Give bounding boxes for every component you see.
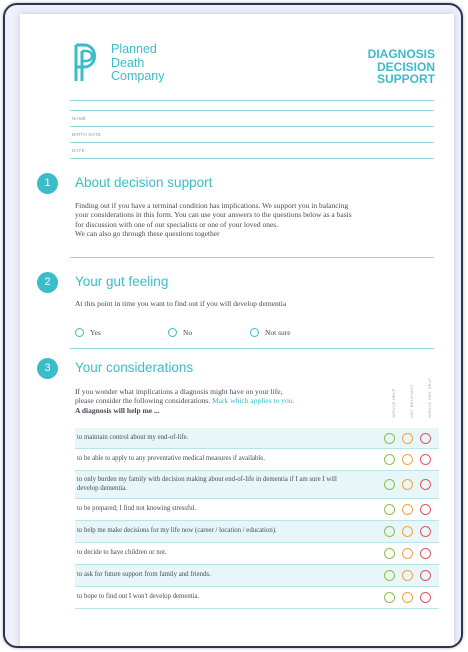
would-not-help-radio[interactable] (420, 592, 431, 603)
section-3-title: Your considerations (75, 360, 194, 375)
document-title-line3: SUPPORT (376, 72, 435, 86)
table-row (75, 565, 439, 587)
would-not-help-radio[interactable] (420, 479, 431, 490)
section-3-intro-line: If you wonder what implications a diagnosis might have on your life, (75, 387, 283, 396)
option-not-sure-label: Not sure (265, 328, 291, 337)
column-header-not-relevant-label: NOT RELEVANT (409, 384, 414, 418)
company-name-line3: Company (111, 69, 165, 83)
would-not-help-radio[interactable] (420, 504, 431, 515)
not-relevant-radio[interactable] (402, 454, 413, 465)
would-help-radio[interactable] (384, 479, 395, 490)
would-not-help-radio[interactable] (420, 526, 431, 537)
document-title (368, 48, 435, 86)
not-relevant-radio[interactable] (402, 570, 413, 581)
option-yes[interactable] (75, 328, 101, 337)
table-row (75, 499, 439, 521)
row-text: to ask for future support from family and friends. (77, 571, 211, 579)
name-field[interactable] (70, 110, 434, 127)
radio-not-sure[interactable] (250, 328, 259, 337)
document-frame (3, 3, 463, 648)
radio-no[interactable] (168, 328, 177, 337)
table-row (75, 428, 439, 449)
company-name (111, 43, 165, 84)
would-not-help-radio[interactable] (420, 548, 431, 559)
not-relevant-radio[interactable] (402, 433, 413, 444)
section-1-body-line: for discussion with one of our specialists or one of your loved ones. (75, 219, 279, 229)
company-name-line2: Death (111, 55, 145, 70)
section-1-body-line: your considerations in this form. You can use your answers to the questions below as a basis (75, 210, 352, 220)
section-1-body (75, 201, 415, 239)
gut-feeling-options (75, 328, 375, 340)
row-text: to maintain control about my end-of-life. (77, 433, 189, 441)
column-header-would-not-help-label: WOULD NOT HELP (427, 377, 432, 418)
not-relevant-radio[interactable] (402, 479, 413, 490)
row-text: to help me make decisions for my life now (career / location / education). (77, 527, 277, 535)
table-row (75, 521, 439, 543)
would-help-radio[interactable] (384, 570, 395, 581)
row-text: to be able to apply to any preventative medical measures if available. (77, 455, 265, 463)
would-not-help-radio[interactable] (420, 433, 431, 444)
column-header-not-relevant (406, 372, 416, 418)
section-3-number: 3 (37, 358, 58, 379)
would-help-radio[interactable] (384, 526, 395, 537)
not-relevant-radio[interactable] (402, 592, 413, 603)
would-not-help-radio[interactable] (420, 454, 431, 465)
option-yes-label: Yes (90, 328, 101, 337)
not-relevant-radio[interactable] (402, 526, 413, 537)
section-1-divider (70, 257, 434, 258)
option-no-label: No (183, 328, 193, 337)
fields-bottom-divider (70, 158, 434, 159)
row-text: to only burden my family with decision making about end-of-life in dementia if I am sure I will develop dementia. (77, 475, 337, 492)
birth-date-field-label: BIRTH DATE (72, 132, 102, 137)
row-text: to decide to have children or not. (77, 549, 167, 557)
would-help-radio[interactable] (384, 548, 395, 559)
would-help-radio[interactable] (384, 504, 395, 515)
document-title-line1: DIAGNOSIS (367, 47, 435, 61)
section-3-intro-line: please consider the following considerations. (75, 396, 211, 406)
document-title-line2: DECISION (376, 59, 435, 74)
table-row (75, 449, 439, 471)
option-no[interactable] (168, 328, 192, 337)
date-field[interactable] (70, 142, 434, 159)
would-help-radio[interactable] (384, 454, 395, 465)
section-2-number: 2 (37, 272, 58, 293)
header-divider (70, 100, 434, 101)
section-1-body-line: Finding out if you have a terminal condition has implications. We support you in balancing (75, 201, 349, 210)
section-3-intro-bold: A diagnosis will help me ... (75, 405, 160, 415)
section-1-body-line: We can also go through these questions together (75, 229, 220, 239)
section-1-number: 1 (37, 173, 58, 194)
would-help-radio[interactable] (384, 592, 395, 603)
document-page (20, 14, 454, 648)
date-field-label: DATE (72, 148, 85, 153)
column-header-would-help (388, 372, 398, 418)
section-2-question: At this point in time you want to find out if you will develop dementia (75, 299, 287, 308)
would-not-help-radio[interactable] (420, 570, 431, 581)
table-row (75, 471, 439, 499)
name-field-label: NAME (72, 116, 87, 121)
section-3-intro (75, 387, 365, 415)
column-header-would-help-label: WOULD HELP (391, 388, 396, 418)
option-not-sure[interactable] (250, 328, 291, 337)
company-logo-icon (72, 41, 102, 85)
not-relevant-radio[interactable] (402, 504, 413, 515)
table-row (75, 543, 439, 565)
radio-yes[interactable] (75, 328, 84, 337)
section-1-title: About decision support (75, 175, 213, 190)
column-header-would-not-help (424, 372, 434, 418)
row-text: to be prepared; I find not knowing stressful. (77, 505, 197, 513)
birth-date-field[interactable] (70, 126, 434, 143)
row-text: to hope to find out I won't develop dementia. (77, 593, 200, 601)
company-name-line1: Planned (111, 42, 157, 56)
would-help-radio[interactable] (384, 433, 395, 444)
mark-instruction: Mark which applies to you. (212, 396, 295, 406)
not-relevant-radio[interactable] (402, 548, 413, 559)
section-2-divider (70, 348, 434, 349)
considerations-table (75, 428, 439, 609)
table-row (75, 587, 439, 609)
section-2-title: Your gut feeling (75, 274, 169, 289)
